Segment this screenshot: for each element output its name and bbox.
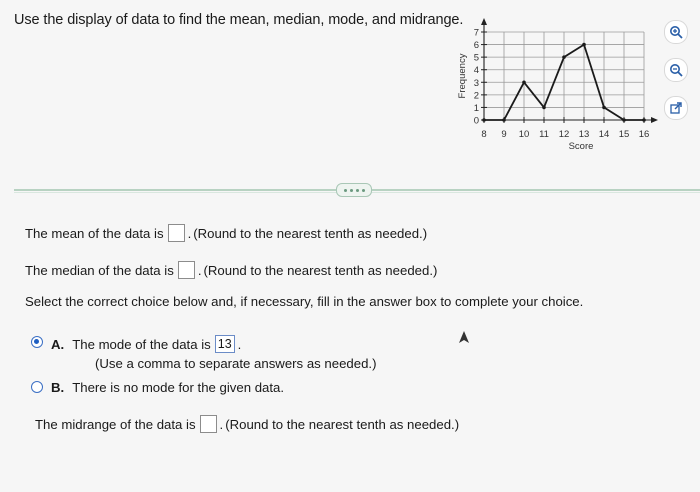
x-tick-label: 16 [638,129,650,140]
data-point [542,106,546,110]
choice-a-label: The mode of the data is [72,336,211,352]
zoom-toolbar [664,20,690,134]
y-tick-label: 7 [473,27,479,39]
mean-label: The mean of the data is [25,225,164,241]
mode-answer-box[interactable]: 13 [215,335,235,353]
zoom-out-button[interactable] [664,58,688,82]
frequency-polygon-chart [448,14,662,164]
x-tick-label: 9 [501,129,507,140]
popout-icon [669,101,683,115]
choice-a-hint: (Use a comma to separate answers as needed.) [95,356,377,371]
popout-button[interactable] [664,96,688,120]
data-point [482,118,486,122]
choice-b-text: There is no mode for the given data. [72,380,285,395]
section-divider [0,178,700,196]
select-prompt: Select the correct choice below and, if necessary, fill in the answer box to complete your choice. [25,294,584,309]
choice-b-radio[interactable] [31,381,43,393]
zoom-in-icon [669,25,683,39]
question-text: Use the display of data to find the mean, median, mode, and midrange. [14,12,464,28]
data-point [642,118,646,122]
choice-a-radio[interactable] [31,336,43,348]
x-tick-label: 10 [518,129,530,140]
x-tick-label: 14 [598,129,610,140]
y-tick-label: 6 [473,40,479,52]
mean-answer-box[interactable] [168,224,185,242]
mean-row: The mean of the data is . (Round to the nearest tenth as needed.) [25,225,428,241]
choice-a-letter: A. [51,336,65,352]
zoom-in-button[interactable] [664,20,688,44]
midrange-hint: (Round to the nearest tenth as needed.) [225,416,460,432]
data-point [602,106,606,110]
choice-b-letter: B. [51,380,65,395]
y-tick-label: 2 [473,90,479,102]
x-tick-label: 12 [558,129,570,140]
median-hint: (Round to the nearest tenth as needed.) [203,262,438,278]
midrange-row: The midrange of the data is . (Round to the nearest tenth as needed.) [35,416,460,432]
y-tick-label: 4 [473,65,479,77]
y-tick-label: 1 [473,102,479,114]
data-point [622,118,626,122]
x-axis-arrow-icon [651,117,658,123]
midrange-label: The midrange of the data is [35,416,196,432]
x-axis-label: Score [568,141,594,152]
mouse-cursor-icon [458,330,470,344]
data-point [522,80,526,84]
data-point [502,118,506,122]
choice-a[interactable]: A. The mode of the data is 13 . (Use a comma to separate answers as needed.) [31,335,376,371]
y-tick-label: 5 [473,52,479,64]
y-axis-arrow-icon [481,18,487,25]
x-tick-label: 8 [481,129,487,140]
y-tick-label: 0 [473,115,479,127]
x-tick-label: 11 [539,129,549,140]
expand-more-button[interactable] [336,183,372,197]
data-point [562,55,566,59]
x-tick-label: 13 [578,129,590,140]
x-tick-label: 15 [618,129,630,140]
data-point [582,43,586,47]
y-tick-label: 3 [473,77,479,89]
y-axis-label: Frequency [457,53,468,99]
median-label: The median of the data is [25,262,174,278]
mean-hint: (Round to the nearest tenth as needed.) [193,225,428,241]
midrange-answer-box[interactable] [200,415,217,433]
choice-b[interactable] [31,380,284,395]
zoom-out-icon [669,63,683,77]
median-answer-box[interactable] [178,261,195,279]
median-row: The median of the data is . (Round to the nearest tenth as needed.) [25,262,438,278]
